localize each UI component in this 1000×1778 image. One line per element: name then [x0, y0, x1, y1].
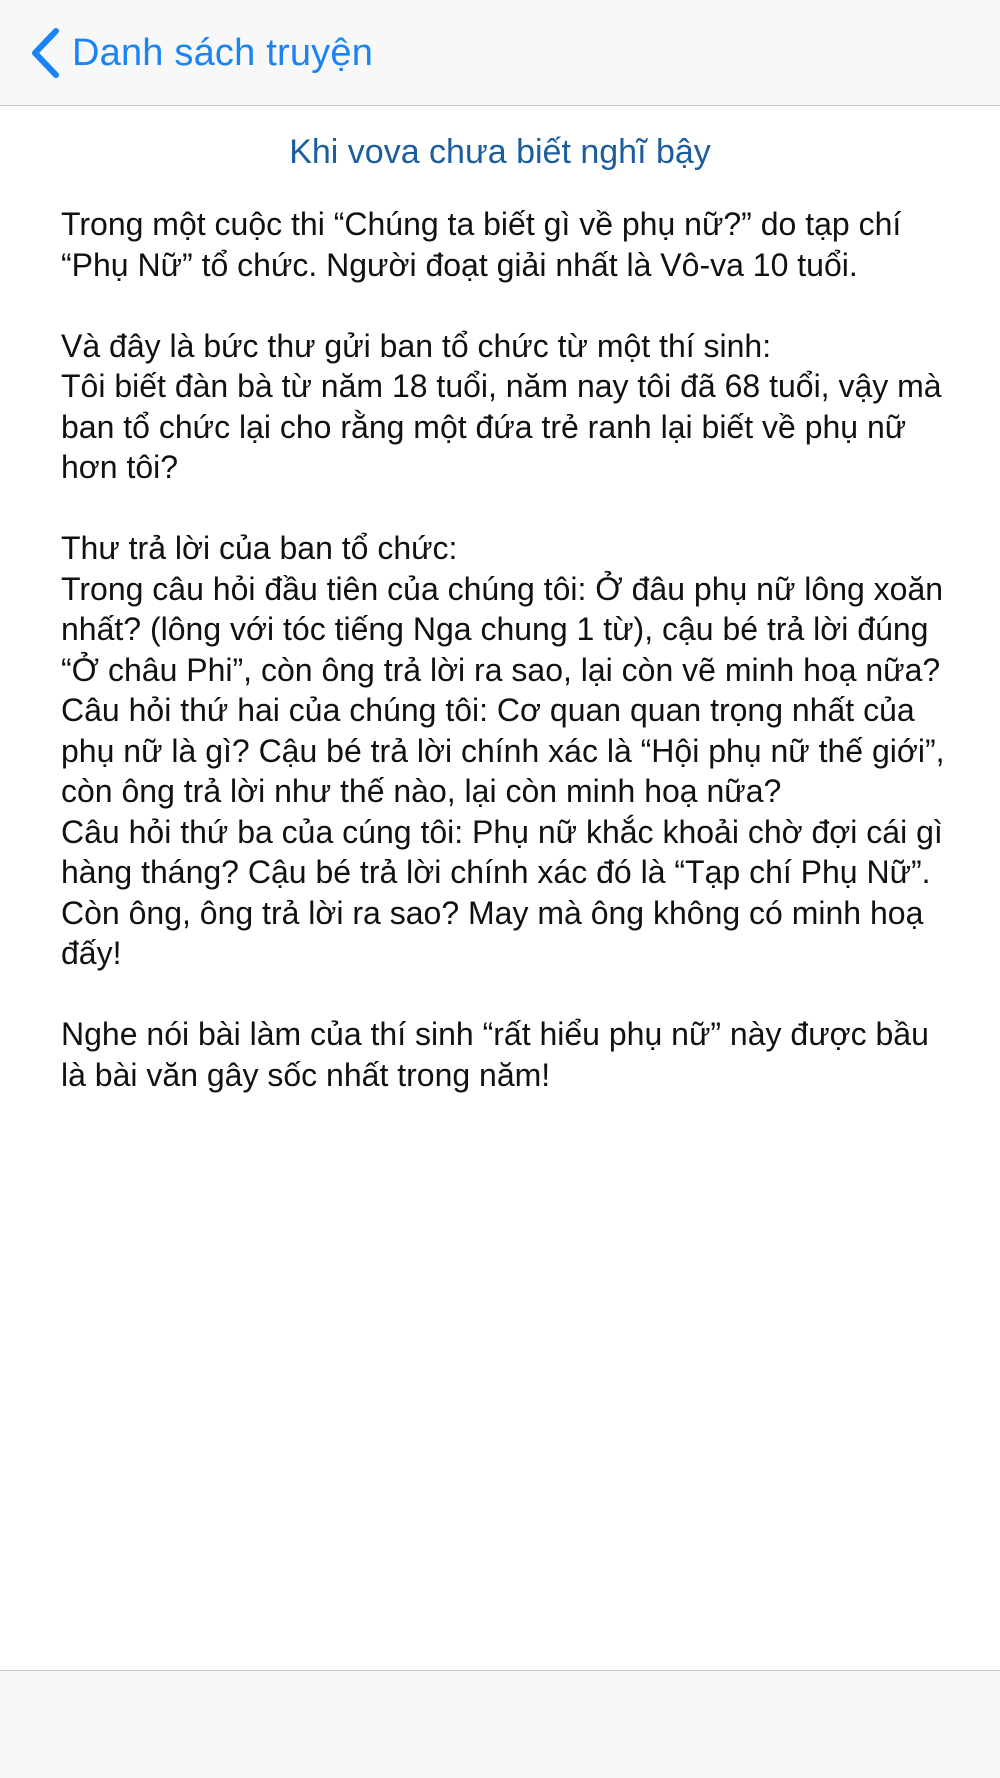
story-line: Và đây là bức thư gửi ban tổ chức từ một thí sinh:: [61, 327, 772, 364]
story-line: Tôi biết đàn bà từ năm 18 tuổi, năm nay tôi đã 68 tuổi, vậy mà ban tổ chức lại cho rằng một đứa trẻ ranh lại biết về phụ nữ hơn tôi?: [61, 368, 942, 485]
paragraph-gap: [61, 488, 961, 529]
story-line: Câu hỏi thứ ba của cúng tôi: Phụ nữ khắc khoải chờ đợi cái gì hàng tháng? Cậu bé trả lời chính xác đó là “Tạp chí Phụ Nữ”. Còn ông, ông trả lời ra sao? May mà ông không có minh hoạ đấy!: [61, 813, 943, 971]
paragraph-gap: [61, 974, 961, 1015]
story-content: [0, 106, 1000, 1670]
story-line: Trong một cuộc thi “Chúng ta biết gì về phụ nữ?” do tạp chí “Phụ Nữ” tổ chức. Người đoạt giải nhất là Vô-va 10 tuổi.: [61, 206, 902, 283]
story-line: Nghe nói bài làm của thí sinh “rất hiểu phụ nữ” này được bầu là bài văn gây sốc nhất trong năm!: [61, 1016, 929, 1093]
story-title: Khi vova chưa biết nghĩ bậy: [289, 133, 711, 171]
paragraph-gap: [61, 285, 961, 326]
chevron-left-icon: [28, 26, 62, 80]
back-button[interactable]: [28, 22, 373, 84]
story-line: Thư trả lời của ban tổ chức:: [61, 530, 458, 566]
navigation-bar: [0, 0, 1000, 106]
bottom-toolbar: [0, 1670, 1000, 1778]
story-line: Câu hỏi thứ hai của chúng tôi: Cơ quan quan trọng nhất của phụ nữ là gì? Cậu bé trả lời chính xác là “Hội phụ nữ thế giới”, còn ông trả lời như thế nào, lại còn minh hoạ nữa?: [61, 692, 945, 809]
story-body: [61, 204, 961, 1095]
story-line: Trong câu hỏi đầu tiên của chúng tôi: Ở đâu phụ nữ lông xoăn nhất? (lông với tóc tiếng Nga chung 1 từ), cậu bé trả lời đúng “Ở châu Phi”, còn ông trả lời ra sao, lại còn vẽ minh hoạ nữa?: [61, 570, 944, 688]
back-button-label: Danh sách truyện: [72, 31, 374, 74]
